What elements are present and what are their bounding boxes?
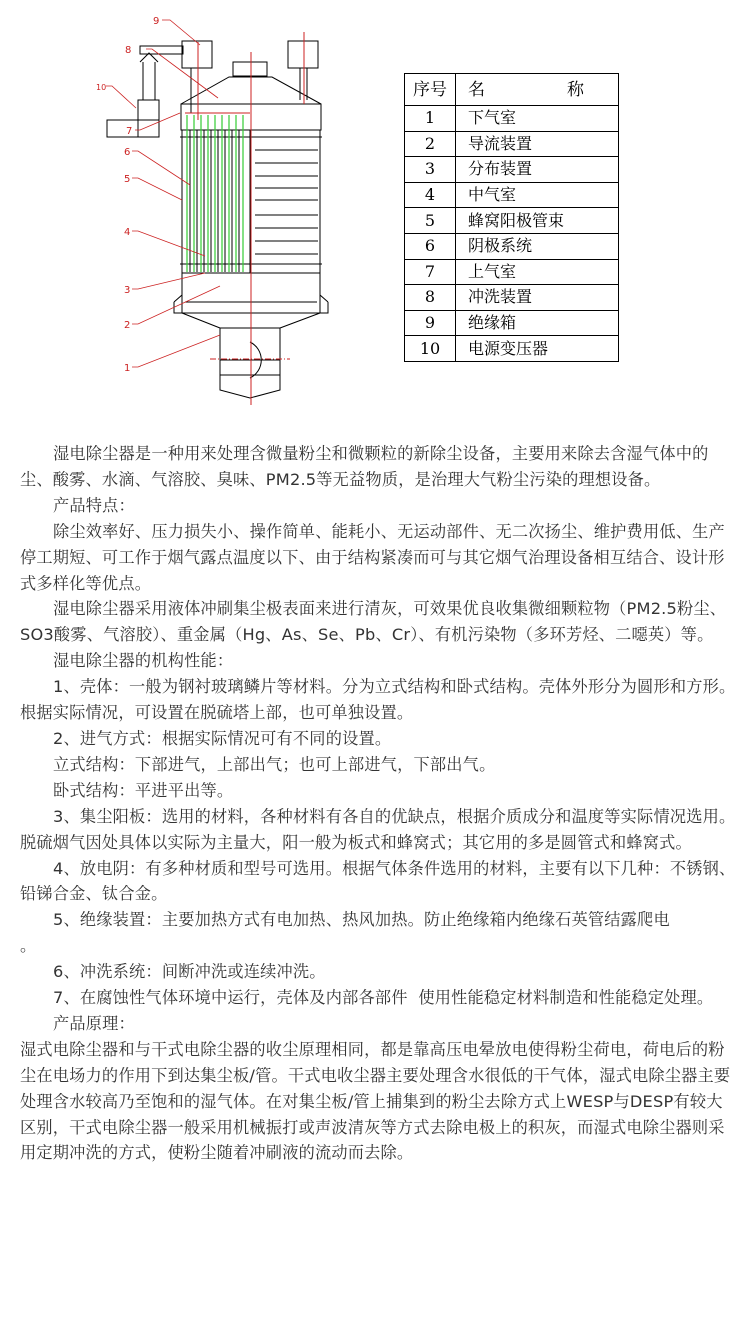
table-row: 6 阴极系统 — [405, 233, 619, 259]
principle-paragraph: 湿式电除尘器和与干式电除尘器的收尘原理相同，都是靠高压电晕放电使得粉尘荷电，荷电后的粉尘在电场力的作用下到达集尘板/管。干式电收尘器主要处理含水很低的干气体，湿式电除尘器主要处理含水较高乃至饱和的湿气体。在对集尘板/管上捕集到的粉尘去除方式上WESP与DESP有较大区别，干式电除尘器一般采用机械振打或声波清灰等方式去除电极上的积灰，而湿式电除尘器则采用定期冲洗的方式，使粉尘随着冲刷液的流动而去除。 — [20, 1039, 731, 1163]
features-heading: 产品特点： — [53, 495, 135, 515]
item-cathode: 4、放电阴：有多种材质和型号可选用。根据气体条件选用的材料，主要有以下几种：不锈钢、铅锑合金、钛合金。 — [20, 858, 736, 904]
callout-7: 7 — [126, 126, 133, 137]
table-row: 7 上气室 — [405, 259, 619, 285]
table-row: 4 中气室 — [405, 182, 619, 208]
structure-heading: 湿电除尘器的机构性能： — [53, 651, 234, 671]
insulator-box-left — [182, 41, 212, 68]
callout-10: 10 — [96, 83, 107, 92]
features-paragraph: 除尘效率好、压力损失小、操作简单、能耗小、无运动部件、无二次扬尘、维护费用低、生产停工期短、可工作于烟气露点温度以下、由于结构紧凑而可与其它烟气治理设备相互结合、设计形式多样化等优点。 — [20, 521, 725, 593]
principle-heading: 产品原理： — [53, 1013, 135, 1033]
callout-6: 6 — [124, 147, 131, 158]
callout-3: 3 — [124, 285, 131, 296]
item-inlet: 2、进气方式：根据实际情况可有不同的设置。 — [53, 728, 392, 748]
item-corrosion: 7、在腐蚀性气体环境中运行，壳体及内部各部件 使用性能稳定材料制造和性能稳定处理。 — [53, 988, 714, 1008]
table-row: 3 分布装置 — [405, 157, 619, 183]
item-flushing: 6、冲洗系统：间断冲洗或连续冲洗。 — [53, 962, 326, 982]
item-vertical: 立式结构：下部进气，上部出气；也可上部进气，下部出气。 — [53, 754, 496, 774]
header-number: 序号 — [405, 74, 456, 106]
callout-9: 9 — [153, 16, 160, 27]
parts-table — [404, 73, 619, 362]
table-row: 2 导流装置 — [405, 131, 619, 157]
table-row: 10 电源变压器 — [405, 336, 619, 362]
callout-8: 8 — [125, 45, 132, 56]
item-horizontal: 卧式结构：平进平出等。 — [53, 780, 234, 800]
table-header-row — [405, 74, 619, 106]
table-row: 1 下气室 — [405, 106, 619, 132]
item-shell: 1、壳体：一般为钢衬玻璃鳞片等材料。分为立式结构和卧式结构。壳体外形分为圆形和方形。根据实际情况，可设置在脱硫塔上部，也可单独设置。 — [20, 677, 736, 723]
wesp-structure-diagram — [90, 0, 350, 410]
equipment-figure — [0, 0, 750, 420]
insulator-box-right — [288, 41, 318, 68]
item-insulation-end: 。 — [20, 936, 37, 956]
callout-2: 2 — [124, 320, 131, 331]
intro-paragraph: 湿电除尘器是一种用来处理含微量粉尘和微颗粒的新除尘设备，主要用来除去含湿气体中的尘、酸雾、水滴、气溶胶、臭味、PM2.5等无益物质，是治理大气粉尘污染的理想设备。 — [20, 444, 709, 489]
callout-1: 1 — [124, 363, 131, 374]
callout-labels — [96, 16, 159, 374]
cleaning-paragraph: 湿电除尘器采用液体冲刷集尘极表面来进行清灰，可效果优良收集微细颗粒物（PM2.5粉尘、SO3酸雾、气溶胶）、重金属（Hg、As、Se、Pb、Cr）、有机污染物（多环芳烃、二噁英）等。 — [20, 599, 727, 645]
header-name: 名 称 — [468, 79, 584, 100]
table-row: 5 蜂窝阳极管束 — [405, 208, 619, 234]
transformer-box — [138, 100, 159, 137]
item-anode: 3、集尘阳板：选用的材料，各种材料有各自的优缺点，根据介质成分和温度等实际情况选用。脱硫烟气因处具体以实际为主量大，阳一般为板式和蜂窝式；其它用的多是圆管式和蜂窝式。 — [20, 806, 736, 852]
transformer-base — [107, 120, 159, 137]
anode-tubes — [187, 115, 243, 272]
callout-4: 4 — [124, 227, 131, 238]
article-body — [20, 441, 736, 1166]
table-row: 8 冲洗装置 — [405, 285, 619, 311]
callout-5: 5 — [124, 174, 131, 185]
table-row: 9 绝缘箱 — [405, 310, 619, 336]
item-insulation: 5、绝缘装置：主要加热方式有电加热、热风加热。防止绝缘箱内绝缘石英管结露爬电 — [53, 910, 670, 930]
